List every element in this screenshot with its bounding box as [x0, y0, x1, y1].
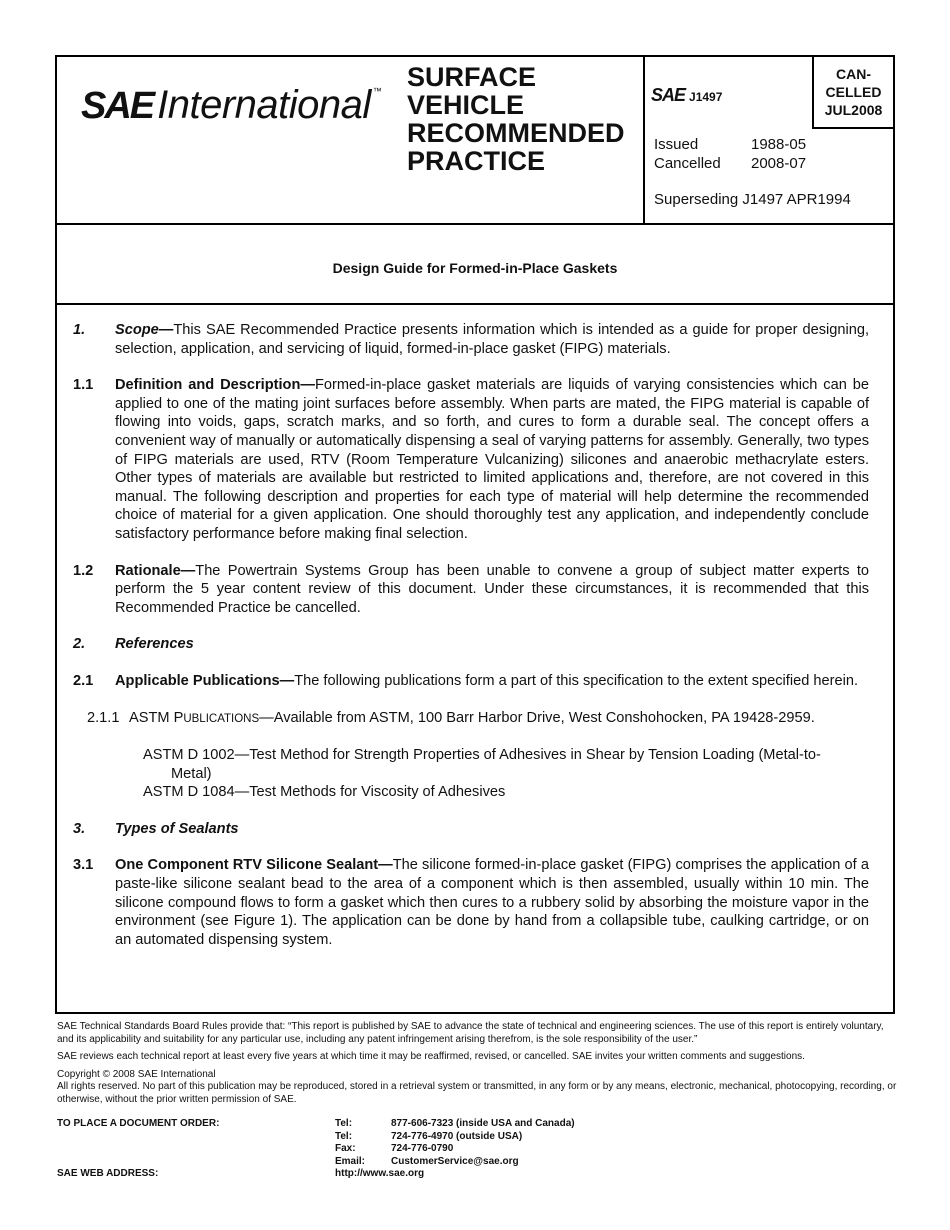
- contact-key: Tel:: [335, 1118, 353, 1129]
- section-heading: One Component RTV Silicone Sealant—: [115, 857, 393, 874]
- section-heading: Rationale—: [115, 562, 196, 579]
- document-number: J1497: [689, 90, 723, 104]
- reference-item: [143, 746, 869, 783]
- section-heading: [129, 710, 259, 726]
- footer-rights: All rights reserved. No part of this publication may be reproduced, stored in a retrieval system or transmitted, in any form or by any means, electronic, mechanical, photocopying, recording, or otherwise, without the prior written permission of SAE.: [57, 1081, 897, 1105]
- email-link[interactable]: CustomerService@sae.org: [391, 1155, 519, 1167]
- contact-row: [335, 1143, 575, 1156]
- mini-sae-logo: SAE: [651, 85, 686, 105]
- footer-rules: SAE Technical Standards Board Rules provide that: “This report is published by SAE to advance the state of technical and engineering sciences. The use of this report is entirely voluntary, and its applicability and suitability for any particular use, including any patent infringement arising therefrom, is the sole responsibility of the user.”: [57, 1021, 884, 1045]
- section-3-1: [73, 856, 869, 949]
- sae-international-logo: [81, 83, 382, 128]
- doc-type-line: VEHICLE: [407, 90, 525, 120]
- reference-text: ASTM D 1002—Test Method for Strength Properties of Adhesives in Shear by Tension Loading (Metal-to-: [143, 747, 821, 764]
- footer-review: SAE reviews each technical report at least every five years at which time it may be reaffirmed, revised, or cancelled. SAE invites your written comments and suggestions.: [57, 1051, 805, 1062]
- logo-sae-text: SAE: [81, 85, 154, 127]
- status-line: CELLED: [825, 84, 882, 100]
- issued-value: 1988-05: [751, 136, 807, 153]
- document-number-block: [651, 85, 722, 106]
- legal-footer: [57, 1021, 897, 1111]
- contact-key: Email:: [335, 1155, 366, 1167]
- section-text: The silicone formed-in-place gasket (FIPG) comprises the application of a paste-like silicone sealant bead to the area of a component which is then assembled, usually within 10 min. The silicone compound flows to form a gasket which then cures to a rubbery solid by absorbing the moisture vapor in the environment (see Figure 1). The application can be done by hand from a collapsible tube, caulking cartridge, or on an automated dispensing system.: [115, 857, 869, 948]
- section-2-1: [73, 672, 869, 691]
- section-text: —Available from ASTM, 100 Barr Harbor Drive, West Conshohocken, PA 19428-2959.: [259, 709, 815, 726]
- section-text: The Powertrain Systems Group has been unable to convene a group of subject matter experts to perform the 5 year content review of this document. Under these circumstances, it is recommended that this Recommended Practice be cancelled.: [115, 562, 869, 616]
- status-line: JUL2008: [824, 102, 883, 118]
- title-bottom-rule: [57, 303, 893, 305]
- document-frame: [55, 55, 895, 1014]
- section-number: 2.: [73, 636, 86, 653]
- section-1-2: [73, 562, 869, 618]
- cancelled-value: 2008-07: [751, 155, 807, 172]
- section-heading: Applicable Publications—: [115, 672, 295, 689]
- doc-type-line: PRACTICE: [407, 146, 546, 176]
- section-number: 1.2: [73, 562, 94, 579]
- web-address-link[interactable]: http://www.sae.org: [335, 1168, 425, 1180]
- contact-value[interactable]: 724-776-0790: [391, 1143, 454, 1155]
- section-heading: Types of Sealants: [115, 820, 239, 837]
- section-number: 3.: [73, 820, 86, 837]
- section-number: 1.1: [73, 377, 94, 394]
- contact-row: [335, 1131, 575, 1144]
- cancelled-label: Cancelled: [654, 155, 721, 172]
- superseding-note: Superseding J1497 APR1994: [654, 191, 851, 208]
- section-number: 3.1: [73, 857, 94, 874]
- order-label: TO PLACE A DOCUMENT ORDER:: [57, 1118, 220, 1129]
- doc-type-line: RECOMMENDED: [407, 118, 625, 148]
- footer-copyright: Copyright © 2008 SAE International: [57, 1068, 216, 1080]
- section-text: Formed-in-place gasket materials are liquids of varying consistencies which can be applied to one of the mating joint surfaces before assembly. When parts are mated, the FIPG material is capable of flowing into voids, gaps, scratch marks, and so forth, and cures to form a durable seal. The concept offers a convenient way of manually or automatically dispensing a seal of varying patterns for assembly. Generally, two types of FIPG materials are used, RTV (Room Temperature Vulcanizing) silicones and anaerobic methacrylate esters. Other types of materials are available but restricted to limited applications and, therefore, are not covered in this manual. The following description and properties for each type of material will help determine the recommended choice of material for a given application. One should thoroughly test any application, and independently conclude satisfactory performance before making final selection.: [115, 377, 869, 542]
- document-body: [73, 321, 869, 967]
- logo-trademark: ™: [372, 86, 382, 96]
- heading-part: ASTM P: [129, 709, 184, 726]
- section-1: [73, 321, 869, 358]
- status-line: CAN-: [836, 66, 871, 82]
- section-heading: Definition and Description—: [115, 377, 315, 394]
- document-type: [407, 63, 637, 175]
- contact-row: [335, 1156, 575, 1169]
- reference-list: [73, 746, 869, 802]
- document-dates: [654, 135, 806, 173]
- doc-type-line: SURFACE: [407, 62, 537, 92]
- section-3: [73, 820, 869, 839]
- issued-label: Issued: [654, 136, 699, 153]
- status-box-bottom-border: [812, 127, 893, 129]
- section-number: 1.: [73, 322, 86, 338]
- section-2: [73, 635, 869, 654]
- section-2-1-1: [73, 709, 869, 729]
- section-heading: References: [115, 636, 194, 653]
- page-title: Design Guide for Formed-in-Place Gaskets: [332, 260, 618, 276]
- contact-key: Tel:: [335, 1130, 353, 1142]
- section-number: 2.1.1: [87, 709, 120, 726]
- section-1-1: [73, 376, 869, 543]
- reference-item: [143, 783, 869, 802]
- header-bottom-rule: [57, 223, 893, 225]
- contact-list: [335, 1118, 575, 1181]
- status-badge: [814, 65, 893, 119]
- section-text: The following publications form a part of this specification to the extent specified herein.: [294, 672, 859, 689]
- reference-text: ASTM D 1084—Test Methods for Viscosity of Adhesives: [143, 784, 506, 801]
- logo-international-text: International: [157, 83, 371, 127]
- web-label: SAE WEB ADDRESS:: [57, 1168, 159, 1179]
- contact-key: Fax:: [335, 1143, 356, 1155]
- contact-value[interactable]: 877-606-7323 (inside USA and Canada): [391, 1118, 575, 1129]
- contact-value[interactable]: 724-776-4970 (outside USA): [391, 1130, 523, 1142]
- contact-row: [335, 1168, 575, 1181]
- heading-part-smallcaps: UBLICATIONS: [183, 712, 260, 725]
- contact-row: [335, 1118, 575, 1131]
- section-heading: Scope—: [115, 322, 174, 338]
- reference-text-cont: Metal): [171, 765, 212, 782]
- section-text: This SAE Recommended Practice presents information which is intended as a guide for proper designing, selection, application, and servicing of liquid, formed-in-place gasket (FIPG) materials.: [115, 322, 869, 357]
- section-number: 2.1: [73, 672, 94, 689]
- header-divider: [643, 57, 645, 223]
